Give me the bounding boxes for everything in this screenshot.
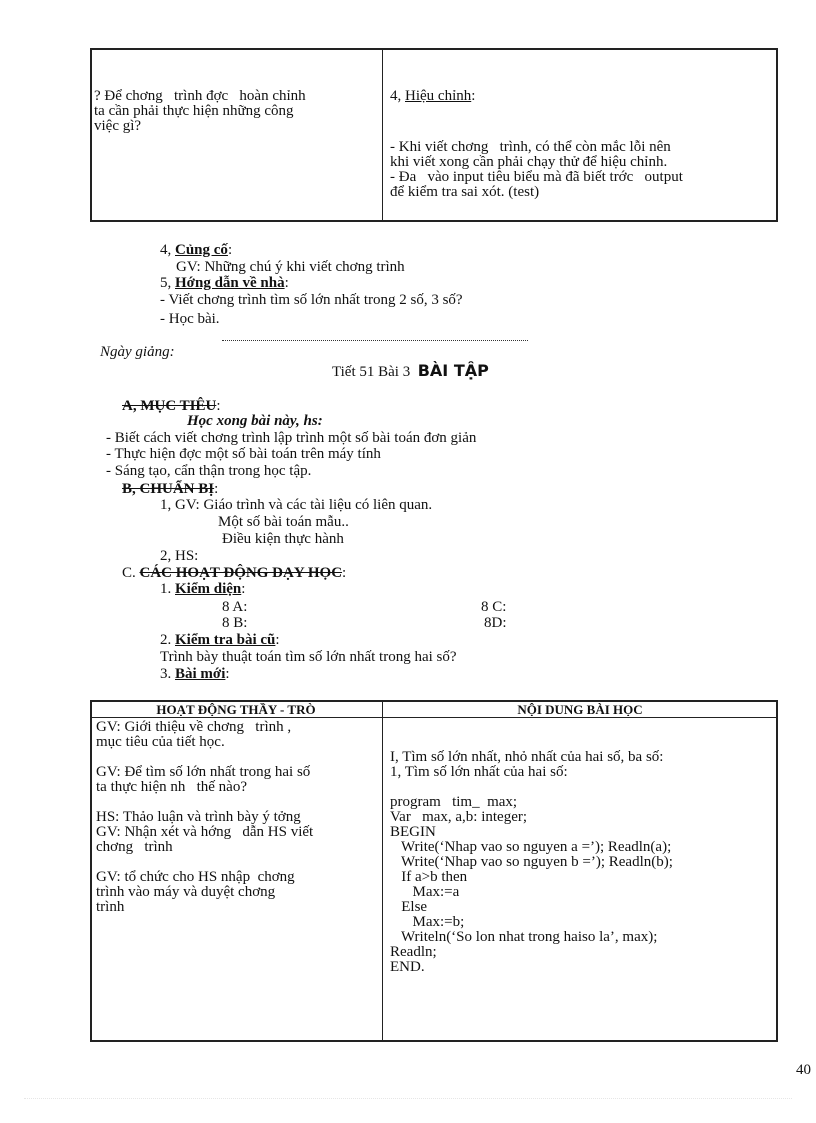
prep-heading: B, CHUẨN BỊ: <box>122 481 219 497</box>
main-table-header-right: NỘI DUNG BÀI HỌC <box>517 703 643 716</box>
text-line <box>96 795 378 810</box>
text-line: mục tiêu của tiết học. <box>96 734 225 750</box>
check-question: Trình bày thuật toán tìm số lớn nhất trong hai số? <box>160 649 457 665</box>
objective-item: - Sáng tạo, cẩn thận trong học tập. <box>106 463 312 479</box>
date-label: Ngày giảng: <box>100 344 175 360</box>
attendance-heading: 1. Kiểm diện: <box>160 581 246 597</box>
top-table-right-heading: 4, Hiệu chỉnh: <box>390 88 476 104</box>
homework-heading: 5, Hớng dẫn về nhà: <box>160 275 289 291</box>
code-line: Readln; <box>390 944 437 960</box>
text-line: GV: Giới thiệu về chơng trình , <box>96 719 292 735</box>
text-line: - Đa vào input tiêu biểu mà đã biết trớc output <box>390 169 683 185</box>
code-line: program tim_ max; <box>390 794 518 810</box>
code-line: Var max, a,b: integer; <box>390 809 528 825</box>
class-8b: 8 B: <box>222 615 248 631</box>
class-8c: 8 C: <box>481 599 507 615</box>
top-table-divider <box>382 48 383 222</box>
lesson-title-text: BÀI TẬP <box>417 361 489 380</box>
text-line: chơng trình <box>96 839 173 855</box>
code-line: END. <box>390 959 425 975</box>
consolidation-heading: 4, Củng cố: <box>160 242 233 258</box>
text-line: để kiểm tra sai xót. (test) <box>390 184 540 200</box>
lesson-period: Tiết 51 Bài 3 <box>332 364 411 380</box>
text-line: khi viết xong cần phải chạy thử để hiệu chỉnh. <box>390 154 668 170</box>
text-line: HS: Thảo luận và trình bày ý tởng <box>96 809 301 825</box>
objective-item: - Biết cách viết chơng trình lập trình một số bài toán đơn giản <box>106 430 477 446</box>
text-line <box>390 780 774 795</box>
text-line: ta thực hiện nh thế nào? <box>96 779 247 795</box>
prep-item: Một số bài toán mẫu.. <box>218 514 349 530</box>
class-8d: 8D: <box>484 615 507 631</box>
objectives-heading: A, MỤC TIÊU: <box>122 398 221 414</box>
text-line: trình vào máy và duyệt chơng <box>96 884 276 900</box>
text-line: việc gì? <box>94 118 142 134</box>
text-line <box>390 720 774 735</box>
new-lesson-heading: 3. Bài mới: <box>160 666 230 682</box>
text-line: GV: tổ chức cho HS nhập chơng <box>96 869 295 885</box>
top-table-left-cell <box>94 89 378 134</box>
objectives-sub: Học xong bài này, hs: <box>187 413 323 429</box>
text-line <box>390 735 774 750</box>
section-heading: Hiệu chỉnh <box>405 88 472 104</box>
dotted-separator <box>222 340 528 341</box>
main-table-header-rule <box>90 717 778 718</box>
code-line: BEGIN <box>390 824 436 840</box>
class-8a: 8 A: <box>222 599 248 615</box>
prep-hs: 2, HS: <box>160 548 199 564</box>
code-line: Else <box>390 899 428 915</box>
code-line: Max:=b; <box>390 914 465 930</box>
consolidation-gv: GV: Những chú ý khi viết chơng trình <box>176 259 405 275</box>
objective-item: - Thực hiện đợc một số bài toán trên máy tính <box>106 446 381 462</box>
text-line: trình <box>96 899 125 915</box>
activities-heading: C. CÁC HOẠT ĐỘNG DẠY HỌC: <box>122 565 347 581</box>
text-line: I, Tìm số lớn nhất, nhỏ nhất của hai số, ba số: <box>390 749 664 765</box>
text-line: GV: Để tìm số lớn nhất trong hai số <box>96 764 311 780</box>
prep-item: Điều kiện thực hành <box>222 531 344 547</box>
code-line: Writeln(‘So lon nhat trong haiso la’, max); <box>390 929 658 945</box>
text-line: ? Để chơng trình đợc hoàn chỉnh <box>94 88 306 104</box>
text-line <box>96 855 378 870</box>
code-line: If a>b then <box>390 869 468 885</box>
homework-item: - Học bài. <box>160 311 220 327</box>
main-table-divider <box>382 700 383 1042</box>
text-line: - Khi viết chơng trình, có thể còn mắc lỗi nên <box>390 139 671 155</box>
lesson-title <box>332 363 489 380</box>
main-table-left-cell <box>96 720 378 915</box>
code-line: Write(‘Nhap vao so nguyen a =’); Readln(a); <box>390 839 672 855</box>
main-table-right-cell <box>390 720 774 975</box>
code-line: Max:=a <box>390 884 460 900</box>
text-line: GV: Nhận xét và hớng dẫn HS viết <box>96 824 314 840</box>
page-number: 40 <box>796 1062 811 1078</box>
prep-gv: 1, GV: Giáo trình và các tài liệu có liên quan. <box>160 497 433 513</box>
top-table-right-cell <box>390 140 683 200</box>
code-line: Write(‘Nhap vao so nguyen b =’); Readln(b); <box>390 854 673 870</box>
text-line <box>96 750 378 765</box>
homework-item: - Viết chơng trình tìm số lớn nhất trong 2 số, 3 số? <box>160 292 463 308</box>
check-heading: 2. Kiểm tra bài cũ: <box>160 632 280 648</box>
text-line: ta cần phải thực hiện những công <box>94 103 294 119</box>
page-bottom-rule <box>24 1098 792 1099</box>
main-table-header-left: HOẠT ĐỘNG THẦY - TRÒ <box>156 703 316 716</box>
text-line: 1, Tìm số lớn nhất của hai số: <box>390 764 568 780</box>
